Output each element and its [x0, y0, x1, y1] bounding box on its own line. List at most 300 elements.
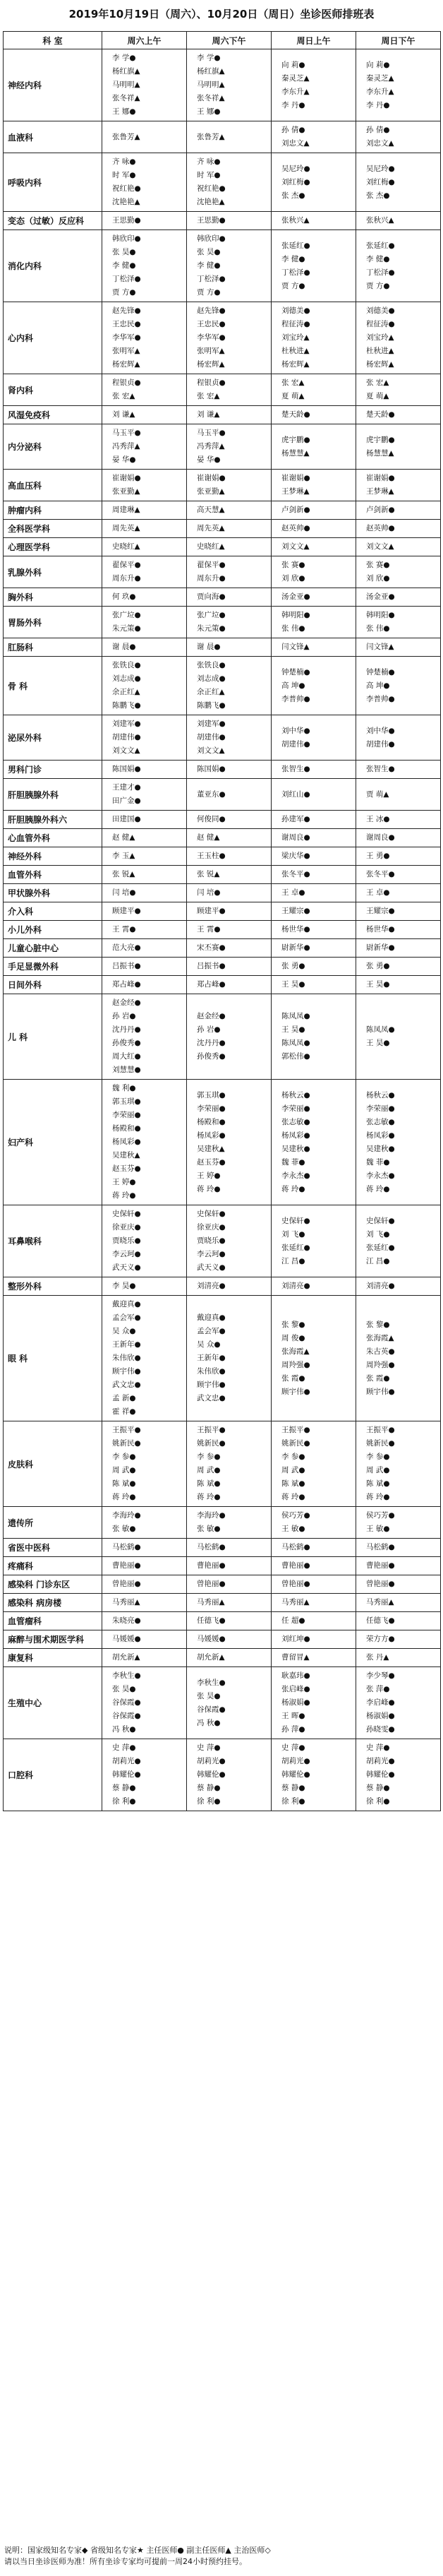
doctor-name: 钟楚楠● [366, 667, 395, 676]
doctor-name: 陈 斌● [366, 1479, 390, 1488]
department-name: 呼吸内科 [4, 153, 102, 212]
schedule-cell [102, 1277, 187, 1296]
doctor-name: 徐 利● [366, 1797, 390, 1806]
doctor-name: 向 莉● [366, 60, 390, 69]
schedule-cell [356, 556, 441, 588]
doctor-name: 史保轩● [366, 1216, 395, 1225]
department-row [4, 588, 441, 607]
header-row [4, 32, 441, 49]
doctor-name: 谢 晨● [112, 643, 136, 651]
doctor-name: 赵先锋● [197, 306, 226, 315]
schedule-cell [272, 638, 356, 657]
department-name: 胸外科 [4, 588, 102, 607]
schedule-cell [356, 121, 441, 153]
schedule-cell [356, 302, 441, 374]
doctor-name: 耿嘉玮● [281, 1671, 310, 1680]
doctor-name: 虎宇鹏● [281, 435, 310, 444]
schedule-cell [356, 884, 441, 902]
department-row [4, 829, 441, 847]
doctor-name: 高 坤● [366, 681, 390, 690]
doctor-name: 姚新民● [112, 1439, 141, 1448]
schedule-cell [102, 520, 187, 538]
doctor-name: 张铁良● [112, 661, 141, 669]
doctor-name: 史 萍● [366, 1743, 390, 1752]
doctor-name: 张广垃● [112, 611, 141, 619]
schedule-cell [272, 1205, 356, 1277]
schedule-cell [356, 607, 441, 638]
doctor-name: 张 黎● [366, 1320, 390, 1329]
schedule-cell [102, 779, 187, 811]
doctor-name: 张智生● [281, 765, 310, 773]
schedule-cell [272, 1575, 356, 1594]
doctor-name: 李 参● [281, 1453, 305, 1461]
doctor-name: 曾艳丽● [197, 1580, 226, 1588]
schedule-cell [102, 1739, 187, 1811]
schedule-cell [187, 1277, 272, 1296]
schedule-cell [272, 958, 356, 976]
department-row [4, 779, 441, 811]
department-row [4, 1205, 441, 1277]
schedule-cell [356, 538, 441, 556]
doctor-name: 杨秋云● [281, 1090, 310, 1099]
doctor-name: 武天义● [112, 1263, 141, 1272]
doctor-name: 周大红● [112, 1052, 141, 1061]
footer-legend: 说明：国家级知名专家◆ 省级知名专家★ 主任医师● 副主任医师▲ 主治医师◇ [4, 2546, 271, 2555]
schedule-cell [102, 866, 187, 884]
department-row [4, 1557, 441, 1575]
schedule-cell [102, 761, 187, 779]
doctor-name: 陈鹏飞● [197, 701, 226, 710]
department-row [4, 501, 441, 520]
doctor-name: 顾建平● [112, 907, 141, 915]
schedule-cell [102, 212, 187, 230]
schedule-cell [187, 121, 272, 153]
doctor-name: 张志敏● [366, 1117, 395, 1126]
doctor-name: 李 学● [112, 54, 136, 62]
department-name: 血管外科 [4, 866, 102, 884]
schedule-cell [102, 902, 187, 921]
doctor-name: 马玉平● [112, 429, 141, 437]
schedule-cell [272, 779, 356, 811]
doctor-name: 刘文文▲ [112, 746, 140, 755]
doctor-name: 朱伟欣● [197, 1367, 226, 1376]
schedule-cell [102, 638, 187, 657]
doctor-name: 周 武● [366, 1466, 390, 1474]
doctor-name: 胡允新▲ [197, 1653, 225, 1662]
doctor-name: 马松鹤● [112, 1543, 141, 1551]
department-row [4, 715, 441, 761]
doctor-name: 王振平● [281, 1426, 310, 1434]
header-sun-am: 周日上午 [272, 32, 356, 49]
schedule-cell [102, 1421, 187, 1507]
department-row [4, 884, 441, 902]
doctor-name: 余正红▲ [197, 688, 225, 696]
schedule-cell [356, 811, 441, 829]
schedule-cell [187, 1667, 272, 1739]
doctor-name: 刘宝玲▲ [281, 333, 310, 342]
doctor-name: 周羚强● [281, 1360, 310, 1369]
doctor-name: 孙 岩● [197, 1025, 221, 1034]
doctor-name: 冯 秋● [112, 1725, 136, 1734]
schedule-cell [272, 520, 356, 538]
doctor-name: 沈丹丹● [197, 1039, 226, 1047]
department-name: 儿童心脏中心 [4, 939, 102, 958]
doctor-name: 谷保霞● [197, 1705, 226, 1714]
department-row [4, 212, 441, 230]
schedule-cell [102, 847, 187, 866]
doctor-name: 蒋 玲● [366, 1184, 390, 1193]
doctor-name: 卢剑新● [281, 506, 310, 514]
department-row [4, 1667, 441, 1739]
doctor-name: 史晓红▲ [112, 542, 140, 551]
doctor-name: 李荣丽● [366, 1104, 395, 1113]
doctor-name: 刘 谦▲ [197, 410, 220, 419]
doctor-name: 陈国娟● [197, 765, 226, 773]
department-name: 胃肠外科 [4, 607, 102, 638]
department-row [4, 761, 441, 779]
doctor-name: 梁庆华● [281, 852, 310, 860]
doctor-name: 刘红山● [281, 789, 310, 799]
schedule-cell [272, 657, 356, 715]
doctor-name: 张 丹▲ [366, 1653, 389, 1662]
department-name: 风湿免疫科 [4, 406, 102, 424]
doctor-name: 刘建军● [197, 720, 226, 728]
schedule-cell [272, 212, 356, 230]
schedule-cell [187, 556, 272, 588]
doctor-name: 胡莉光● [366, 1757, 395, 1765]
doctor-name: 武文忠● [197, 1394, 226, 1402]
doctor-name: 郭松伟● [281, 1052, 310, 1061]
doctor-name: 贾 方● [366, 281, 390, 290]
department-name: 肝胆胰腺外科六 [4, 811, 102, 829]
doctor-name: 刘 欣● [281, 574, 305, 583]
schedule-cell [272, 538, 356, 556]
department-name: 血液科 [4, 121, 102, 153]
doctor-name: 顾宇伟● [366, 1387, 395, 1396]
doctor-name: 马秀丽▲ [281, 1598, 310, 1606]
doctor-name: 武文忠● [112, 1381, 141, 1389]
department-row [4, 1296, 441, 1421]
doctor-name: 夏 萌▲ [281, 392, 305, 400]
schedule-cell [356, 902, 441, 921]
doctor-name: 张明军▲ [112, 347, 140, 355]
doctor-name: 杜秋进▲ [366, 347, 394, 355]
doctor-name: 刘 飞● [366, 1229, 390, 1239]
doctor-name: 杨凤彩● [366, 1131, 395, 1140]
schedule-cell [187, 939, 272, 958]
doctor-name: 王 娜● [112, 107, 136, 116]
schedule-cell [187, 230, 272, 302]
doctor-name: 江 昌● [366, 1256, 390, 1265]
doctor-name: 贾晓乐● [197, 1236, 226, 1245]
doctor-name: 孙俊秀● [112, 1039, 141, 1047]
doctor-name: 蒋 玲● [112, 1493, 136, 1501]
doctor-name: 胡建伟● [366, 739, 395, 749]
doctor-name: 吕振书● [112, 962, 141, 970]
doctor-name: 张 伟● [281, 624, 305, 633]
doctor-name: 刘忠文▲ [281, 139, 310, 148]
department-name: 小儿外科 [4, 921, 102, 939]
schedule-cell [356, 921, 441, 939]
doctor-name: 杨红旗▲ [197, 67, 225, 76]
doctor-name: 孟会军● [112, 1313, 141, 1322]
doctor-name: 张秋兴▲ [366, 216, 394, 225]
doctor-name: 马松鹤● [281, 1543, 310, 1551]
department-row [4, 1739, 441, 1811]
schedule-cell [102, 1080, 187, 1205]
doctor-name: 王 敏● [366, 1525, 390, 1533]
schedule-cell [187, 657, 272, 715]
header-sat-pm: 周六下午 [187, 32, 272, 49]
doctor-name: 吴建秋▲ [197, 1144, 225, 1153]
department-row [4, 424, 441, 470]
doctor-name: 郭玉琪● [112, 1097, 141, 1106]
doctor-name: 张亚勤▲ [197, 487, 225, 496]
doctor-name: 刘红坤● [281, 1635, 310, 1643]
doctor-name: 马松鹤● [366, 1543, 395, 1551]
department-row [4, 121, 441, 153]
doctor-name: 王建才● [112, 783, 141, 792]
schedule-cell [102, 1667, 187, 1739]
doctor-name: 史晓红▲ [197, 542, 225, 551]
schedule-cell [272, 1630, 356, 1649]
schedule-cell [356, 761, 441, 779]
doctor-name: 李 参● [112, 1453, 136, 1461]
schedule-cell [102, 501, 187, 520]
doctor-name: 刘忠文▲ [366, 139, 394, 148]
doctor-name: 朱晓亮● [112, 1616, 141, 1625]
department-name: 心内科 [4, 302, 102, 374]
doctor-name: 程征涛● [366, 320, 395, 328]
schedule-cell [187, 302, 272, 374]
doctor-name: 冯秀萍▲ [197, 442, 225, 451]
doctor-name: 史 萍● [112, 1743, 136, 1752]
doctor-name: 王 昊● [281, 1025, 305, 1034]
schedule-cell [102, 829, 187, 847]
doctor-name: 孙 倩● [281, 126, 305, 134]
doctor-name: 周羚强● [366, 1360, 395, 1369]
schedule-cell [102, 1205, 187, 1277]
department-name: 手足显微外科 [4, 958, 102, 976]
doctor-name: 崔谢娟● [281, 474, 310, 482]
doctor-name: 李 学● [197, 54, 221, 62]
doctor-name: 汤金亚● [281, 592, 310, 601]
department-name: 高血压科 [4, 470, 102, 501]
doctor-name: 王新年● [197, 1354, 226, 1362]
doctor-name: 张 宏▲ [366, 378, 389, 387]
doctor-name: 杨凤彩● [281, 1131, 310, 1140]
schedule-cell [356, 1277, 441, 1296]
doctor-name: 刘志成● [197, 674, 226, 683]
schedule-cell [187, 374, 272, 406]
schedule-cell [187, 1080, 272, 1205]
doctor-name: 胡莉光● [197, 1757, 226, 1765]
doctor-name: 杨淑娟● [281, 1698, 310, 1707]
doctor-name: 赵 健▲ [112, 833, 135, 842]
schedule-cell [356, 1667, 441, 1739]
doctor-name: 张 敏● [197, 1525, 221, 1533]
department-name: 疼痛科 [4, 1557, 102, 1575]
schedule-cell [187, 1539, 272, 1557]
doctor-name: 向 莉● [281, 60, 305, 69]
schedule-cell [272, 1612, 356, 1630]
schedule-cell [187, 976, 272, 994]
department-row [4, 406, 441, 424]
doctor-name: 张明军▲ [197, 347, 225, 355]
doctor-name: 史保轩● [112, 1210, 141, 1218]
doctor-name: 孟 新● [112, 1394, 136, 1402]
schedule-cell [356, 1630, 441, 1649]
department-row [4, 1277, 441, 1296]
department-row [4, 374, 441, 406]
doctor-name: 胡莉光● [281, 1757, 310, 1765]
schedule-cell [102, 49, 187, 121]
doctor-name: 马秀丽▲ [112, 1598, 140, 1606]
doctor-name: 王思勤● [197, 216, 226, 225]
doctor-name: 刘清亮● [197, 1282, 226, 1290]
doctor-name: 侯巧芳● [366, 1511, 395, 1520]
doctor-name: 刘中华● [366, 726, 395, 735]
schedule-cell [356, 1594, 441, 1612]
doctor-name: 顾宇伟● [197, 1381, 226, 1389]
department-name: 消化内科 [4, 230, 102, 302]
doctor-name: 何 玖● [112, 592, 136, 601]
department-row [4, 302, 441, 374]
schedule-cell [272, 847, 356, 866]
doctor-name: 李普帅● [366, 694, 395, 703]
doctor-name: 李荣丽● [281, 1104, 310, 1113]
doctor-name: 夏 萌▲ [366, 392, 389, 400]
schedule-cell [356, 1296, 441, 1421]
doctor-name: 杨淑娟● [366, 1712, 395, 1720]
doctor-name: 李 健● [366, 254, 390, 263]
schedule-cell [356, 939, 441, 958]
doctor-name: 张秋兴▲ [281, 216, 310, 225]
doctor-name: 杨宏辉▲ [366, 360, 394, 369]
schedule-table [3, 31, 441, 1811]
doctor-name: 刘德美● [281, 306, 310, 315]
doctor-name: 冯秀萍▲ [112, 442, 140, 451]
doctor-name: 张 杰● [366, 191, 390, 200]
doctor-name: 刘清亮● [366, 1282, 395, 1290]
department-name: 神经外科 [4, 847, 102, 866]
schedule-cell [187, 902, 272, 921]
schedule-cell [187, 884, 272, 902]
doctor-name: 陈凤凤● [366, 1025, 395, 1034]
doctor-name: 孙俊秀● [197, 1052, 226, 1061]
doctor-name: 张 黎● [281, 1320, 305, 1329]
department-row [4, 638, 441, 657]
doctor-name: 史 萍● [281, 1743, 305, 1752]
doctor-name: 徐 利● [112, 1797, 136, 1806]
department-row [4, 153, 441, 212]
doctor-name: 姚新民● [197, 1439, 226, 1448]
doctor-name: 李普帅● [281, 694, 310, 703]
doctor-name: 韩耀伦● [281, 1770, 310, 1779]
doctor-name: 魏 菲● [366, 1157, 390, 1167]
doctor-name: 王 婷● [112, 1178, 136, 1186]
schedule-cell [272, 761, 356, 779]
schedule-cell [102, 1296, 187, 1421]
doctor-name: 陈凤凤● [281, 1012, 310, 1020]
doctor-name: 刘文文▲ [281, 542, 310, 551]
schedule-cell [272, 49, 356, 121]
doctor-name: 周 武● [197, 1466, 221, 1474]
schedule-cell [356, 829, 441, 847]
department-row [4, 1649, 441, 1667]
schedule-cell [102, 939, 187, 958]
department-name: 血管瘤科 [4, 1612, 102, 1630]
doctor-name: 李少琴● [366, 1671, 395, 1680]
schedule-cell [102, 470, 187, 501]
doctor-name: 贾 方● [197, 288, 221, 297]
department-name: 感染科 病房楼 [4, 1594, 102, 1612]
doctor-name: 周建琳▲ [112, 506, 140, 514]
department-row [4, 921, 441, 939]
schedule-cell [187, 501, 272, 520]
doctor-name: 程征涛● [281, 320, 310, 328]
doctor-name: 王耀宗● [366, 907, 395, 915]
doctor-name: 张志敏● [281, 1117, 310, 1126]
schedule-cell [356, 374, 441, 406]
doctor-name: 李东升▲ [366, 87, 394, 96]
doctor-name: 王新年● [112, 1340, 141, 1349]
department-name: 遗传所 [4, 1507, 102, 1539]
schedule-cell [272, 1667, 356, 1739]
doctor-name: 江 昌● [281, 1256, 305, 1265]
schedule-cell [272, 866, 356, 884]
doctor-name: 时 军● [197, 171, 221, 179]
doctor-name: 汤金亚● [366, 592, 395, 601]
doctor-name: 齐 咏● [112, 157, 136, 166]
doctor-name: 沈艳艳▲ [197, 198, 225, 206]
doctor-name: 张海霞▲ [281, 1347, 310, 1356]
schedule-cell [187, 921, 272, 939]
doctor-name: 徐亚庆● [112, 1223, 141, 1232]
doctor-name: 韩明阳● [281, 611, 310, 619]
doctor-name: 侯巧芳● [281, 1511, 310, 1520]
schedule-cell [187, 607, 272, 638]
doctor-name: 曹艳丽● [112, 1561, 141, 1570]
doctor-name: 张 勇● [281, 962, 305, 970]
doctor-name: 郑占峰● [197, 980, 226, 989]
doctor-name: 蒋 玲● [112, 1191, 136, 1200]
schedule-cell [356, 847, 441, 866]
header-sat-am: 周六上午 [102, 32, 187, 49]
doctor-name: 蔡 静● [281, 1784, 305, 1792]
doctor-name: 郭玉琪● [197, 1090, 226, 1099]
doctor-name: 姚新民● [281, 1439, 310, 1448]
department-name: 肿瘤内科 [4, 501, 102, 520]
schedule-cell [187, 1739, 272, 1811]
doctor-name: 宋丕赛● [197, 943, 226, 952]
doctor-name: 李 健● [197, 261, 221, 270]
department-name: 麻醉与围术期医学科 [4, 1630, 102, 1649]
doctor-name: 李东升▲ [281, 87, 310, 96]
doctor-name: 张 杰● [281, 191, 305, 200]
doctor-name: 楚天龄● [366, 410, 395, 419]
doctor-name: 蔡 静● [197, 1784, 221, 1792]
department-row [4, 49, 441, 121]
doctor-name: 冯 秋● [197, 1718, 221, 1727]
schedule-cell [102, 121, 187, 153]
doctor-name: 赵英帅● [366, 524, 395, 532]
schedule-cell [272, 470, 356, 501]
doctor-name: 张亚勤▲ [112, 487, 140, 496]
doctor-name: 虎宇鹏● [366, 435, 395, 444]
schedule-cell [187, 761, 272, 779]
schedule-cell [356, 1080, 441, 1205]
